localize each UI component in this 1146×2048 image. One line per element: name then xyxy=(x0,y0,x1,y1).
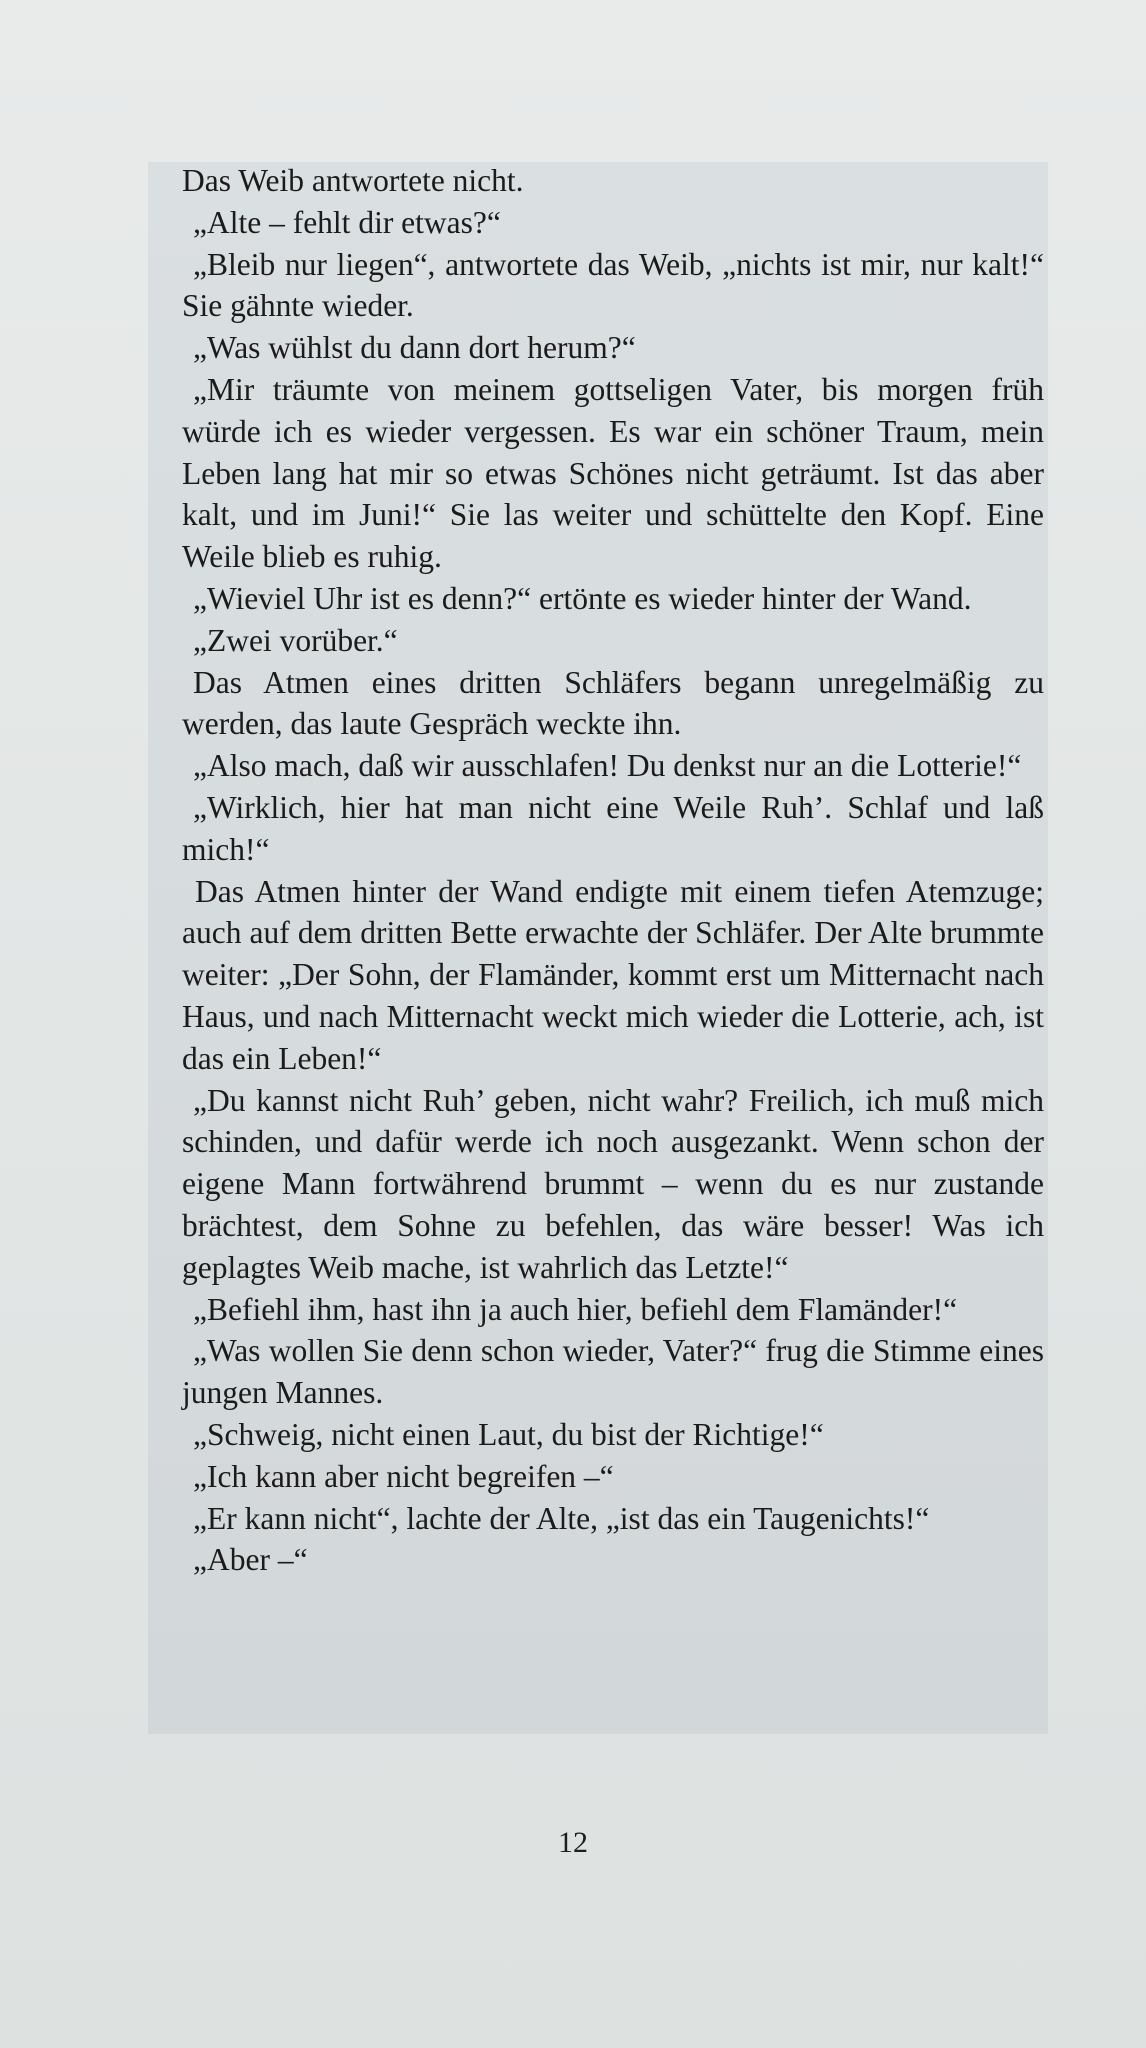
paragraph-13: „Befiehl ihm, hast ihn ja auch hier, befiehl dem Flamänder!“ xyxy=(193,1291,958,1327)
paragraph-1: Das Weib antwortete nicht. xyxy=(182,163,524,198)
paragraph-8: Das Atmen eines dritten Schläfers begann unregelmäßig zu werden, das laute Gespräch weckte ihn. xyxy=(182,664,1044,742)
paragraph-15: „Schweig, nicht einen Laut, du bist der Richtige!“ xyxy=(193,1416,824,1452)
paragraph-16: „Ich kann aber nicht begreifen –“ xyxy=(193,1458,614,1494)
paragraph-4: „Was wühlst du dann dort herum?“ xyxy=(193,330,636,366)
paragraph-5: „Mir träumte von meinem gottseligen Vater, bis morgen früh würde ich es wieder vergessen. Es war ein schöner Traum, mein Leben lang hat mir so etwas Schönes nicht geträumt. Ist das aber kalt, und im Juni!“ Sie las weiter und schüttelte den Kopf. Eine Weile blieb es ruhig. xyxy=(182,371,1044,575)
body-text xyxy=(182,160,1044,1581)
paragraph-11: Das Atmen hinter der Wand endigte mit einem tiefen Atemzuge; auch auf dem dritten Bette erwachte der Schläfer. Der Alte brummte weiter: „Der Sohn, der Flamänder, kommt erst um Mitternacht nach Haus, und nach Mitternacht weckt mich wieder die Lotterie, ach, ist das ein Leben!“ xyxy=(182,873,1044,1076)
paragraph-14: „Was wollen Sie denn schon wieder, Vater?“ frug die Stimme eines jungen Mannes. xyxy=(182,1333,1044,1411)
paragraph-9: „Also mach, daß wir ausschlafen! Du denkst nur an die Lotterie!“ xyxy=(193,748,1022,784)
paragraph-6: „Wieviel Uhr ist es denn?“ ertönte es wieder hinter der Wand. xyxy=(193,580,972,616)
paragraph-12: „Du kannst nicht Ruh’ geben, nicht wahr? Freilich, ich muß mich schinden, und dafür werde ich noch ausgezankt. Wenn schon der eigene Mann fortwährend brummt – wenn du es nur zustande brächtest, dem Sohne zu befehlen, das wäre besser! Was ich geplagtes Weib mache, ist wahrlich das Letzte!“ xyxy=(182,1082,1044,1285)
paragraph-17: „Er kann nicht“, lachte der Alte, „ist das ein Taugenichts!“ xyxy=(193,1500,930,1536)
paragraph-3: „Bleib nur liegen“, antwortete das Weib, „nichts ist mir, nur kalt!“ Sie gähnte wieder. xyxy=(182,246,1044,324)
paragraph-18: „Aber –“ xyxy=(193,1542,308,1578)
paragraph-7: „Zwei vorüber.“ xyxy=(193,622,398,658)
page-number: 12 xyxy=(558,1826,588,1859)
paragraph-2: „Alte – fehlt dir etwas?“ xyxy=(193,204,501,240)
paragraph-10: „Wirklich, hier hat man nicht eine Weile Ruh’. Schlaf und laß mich!“ xyxy=(182,789,1044,867)
